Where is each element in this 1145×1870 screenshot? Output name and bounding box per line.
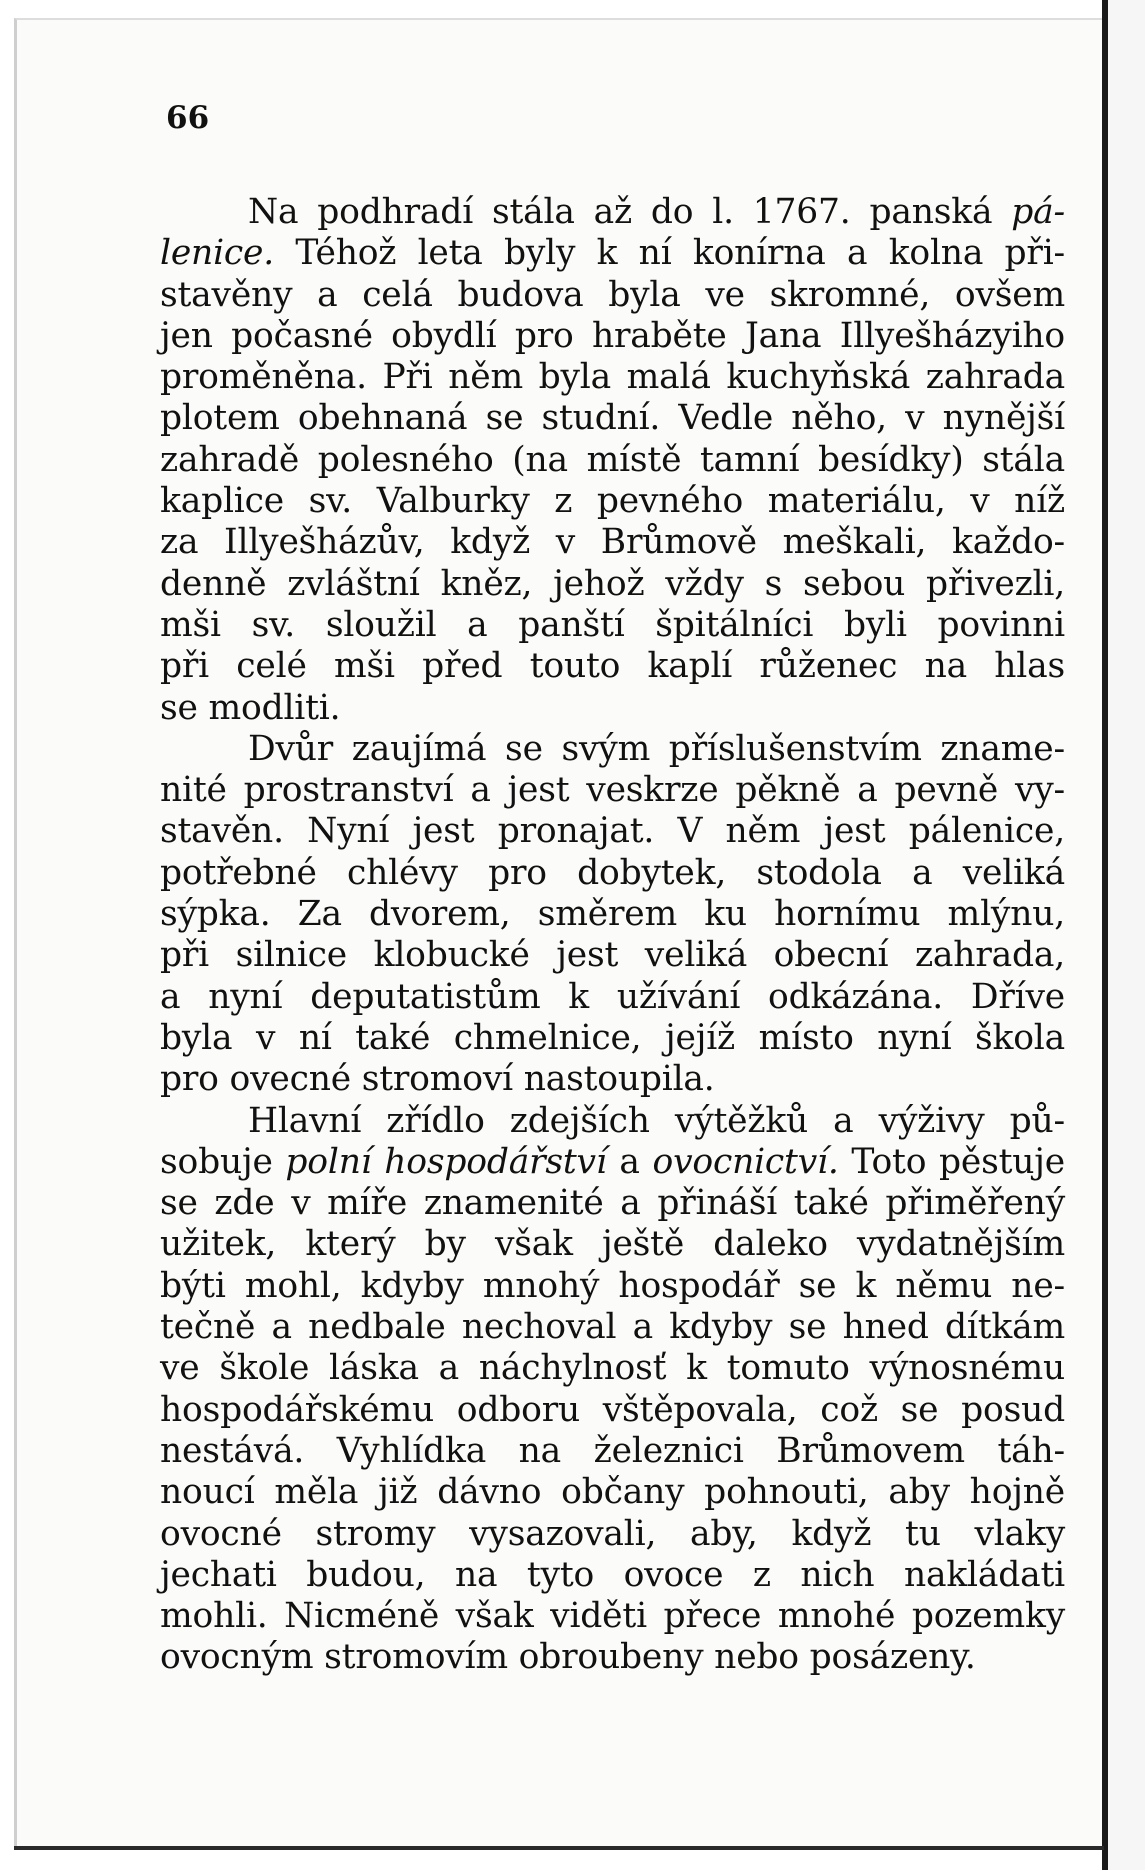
text-run: a xyxy=(606,1141,653,1182)
text-run: byla v ní také chmelnice, jejíž místo nyní škola xyxy=(160,1017,1065,1058)
text-run: býti mohl, kdyby mnohý hospodář se k němu ne- xyxy=(160,1265,1065,1306)
text-line xyxy=(160,729,1065,770)
text-run: za Illyešházův, když v Brůmově meškali, každo- xyxy=(160,522,1065,563)
text-run: mohli. Nicméně však viděti přece mnohé pozemky xyxy=(160,1596,1065,1637)
text-run: při silnice klobucké jest veliká obecní zahrada, xyxy=(160,935,1065,976)
text-line xyxy=(160,1555,1065,1596)
text-run: jechati budou, na tyto ovoce z nich nakládati xyxy=(160,1554,1065,1595)
text-line xyxy=(160,275,1065,316)
text-line xyxy=(160,1266,1065,1307)
text-run: ovocné stromy vysazovali, aby, když tu vlaky xyxy=(160,1513,1065,1554)
text-run: zahradě polesného (na místě tamní besídky) stála xyxy=(160,439,1065,480)
text-run: Téhož leta byly k ní konírna a kolna při- xyxy=(274,233,1065,274)
text-run: sobuje xyxy=(160,1141,286,1182)
text-line xyxy=(160,1637,1065,1678)
text-line xyxy=(160,1142,1065,1183)
text-run: nité prostranství a jest veskrze pěkně a pevně vy- xyxy=(160,770,1065,811)
scan-margin xyxy=(1108,0,1145,1870)
italic-term: pá- xyxy=(1011,192,1065,232)
text-run: ve škole láska a náchylnosť k tomuto výnosnému xyxy=(160,1348,1065,1389)
text-line xyxy=(160,233,1065,274)
text-line xyxy=(160,1018,1065,1059)
text-run: pro ovecné stromoví nastoupila. xyxy=(160,1059,715,1100)
text-run: noucí měla již dávno občany pohnouti, aby hojně xyxy=(160,1472,1065,1513)
text-line xyxy=(160,1224,1065,1265)
page-bottom-edge xyxy=(14,1846,1104,1850)
text-line xyxy=(160,853,1065,894)
text-run: Toto pěstuje xyxy=(838,1141,1065,1182)
text-line xyxy=(160,1101,1065,1142)
paragraph xyxy=(160,1101,1065,1679)
text-run: sýpka. Za dvorem, směrem ku hornímu mlýnu, xyxy=(160,894,1065,935)
text-line xyxy=(160,440,1065,481)
text-run: se modliti. xyxy=(160,687,341,728)
body-text xyxy=(160,192,1065,1679)
text-run: a nyní deputatistům k užívání odkázána. Dříve xyxy=(160,976,1065,1017)
text-run: se zde v míře znamenité a přináší také přiměřený xyxy=(160,1183,1065,1224)
text-line xyxy=(160,357,1065,398)
paragraph xyxy=(160,192,1065,729)
text-line xyxy=(160,605,1065,646)
italic-term: lenice. xyxy=(160,233,275,274)
text-line xyxy=(160,1348,1065,1389)
text-run: Dvůr zaujímá se svým příslušenstvím zname- xyxy=(248,728,1065,769)
italic-term: polní hospodářství xyxy=(285,1141,607,1182)
text-line xyxy=(160,1472,1065,1513)
text-run: Na podhradí stála až do l. 1767. panská xyxy=(248,192,1012,232)
text-line xyxy=(160,811,1065,852)
text-line xyxy=(160,481,1065,522)
text-run: mši sv. sloužil a panští špitálníci byli povinni xyxy=(160,604,1065,645)
text-run: užitek, který by však ještě daleko vydatnějším xyxy=(160,1224,1065,1265)
text-line xyxy=(160,522,1065,563)
text-line xyxy=(160,192,1065,233)
text-line xyxy=(160,1307,1065,1348)
text-run: Hlavní zřídlo zdejších výtěžků a výživy pů- xyxy=(248,1100,1065,1141)
text-run: nestává. Vyhlídka na železnici Brůmovem táh- xyxy=(160,1430,1065,1471)
text-line xyxy=(160,398,1065,439)
text-line xyxy=(160,688,1065,729)
page-number: 66 xyxy=(166,100,210,136)
text-run: při celé mši před touto kaplí růženec na hlas xyxy=(160,646,1065,687)
text-run: denně zvláštní kněz, jehož vždy s sebou přivezli, xyxy=(160,563,1065,604)
text-run: tečně a nedbale nechoval a kdyby se hned dítkám xyxy=(160,1307,1065,1348)
text-line xyxy=(160,770,1065,811)
text-line xyxy=(160,646,1065,687)
text-run: potřebné chlévy pro dobytek, stodola a veliká xyxy=(160,852,1065,893)
text-line xyxy=(160,564,1065,605)
text-run: stavěny a celá budova byla ve skromné, ovšem xyxy=(160,274,1065,315)
text-run: jen počasné obydlí pro hraběte Jana Illyešházyiho xyxy=(160,315,1065,356)
text-line xyxy=(160,935,1065,976)
text-line xyxy=(160,1596,1065,1637)
text-line xyxy=(160,1183,1065,1224)
text-run: hospodářskému odboru vštěpovala, což se posud xyxy=(160,1389,1065,1430)
italic-term: ovocnictví. xyxy=(652,1141,839,1182)
text-line xyxy=(160,1390,1065,1431)
text-line xyxy=(160,1514,1065,1555)
text-line xyxy=(160,1431,1065,1472)
text-run: proměněna. Při něm byla malá kuchyňská zahrada xyxy=(160,357,1065,398)
text-run: ovocným stromovím obroubeny nebo posázeny. xyxy=(160,1637,976,1678)
text-line xyxy=(160,1059,1065,1100)
paragraph xyxy=(160,729,1065,1101)
text-run: kaplice sv. Valburky z pevného materiálu, v níž xyxy=(160,481,1065,522)
text-run: plotem obehnaná se studní. Vedle něho, v nynější xyxy=(160,398,1065,439)
text-line xyxy=(160,977,1065,1018)
text-run: stavěn. Nyní jest pronajat. V něm jest pálenice, xyxy=(160,811,1065,852)
text-line xyxy=(160,316,1065,357)
text-line xyxy=(160,894,1065,935)
